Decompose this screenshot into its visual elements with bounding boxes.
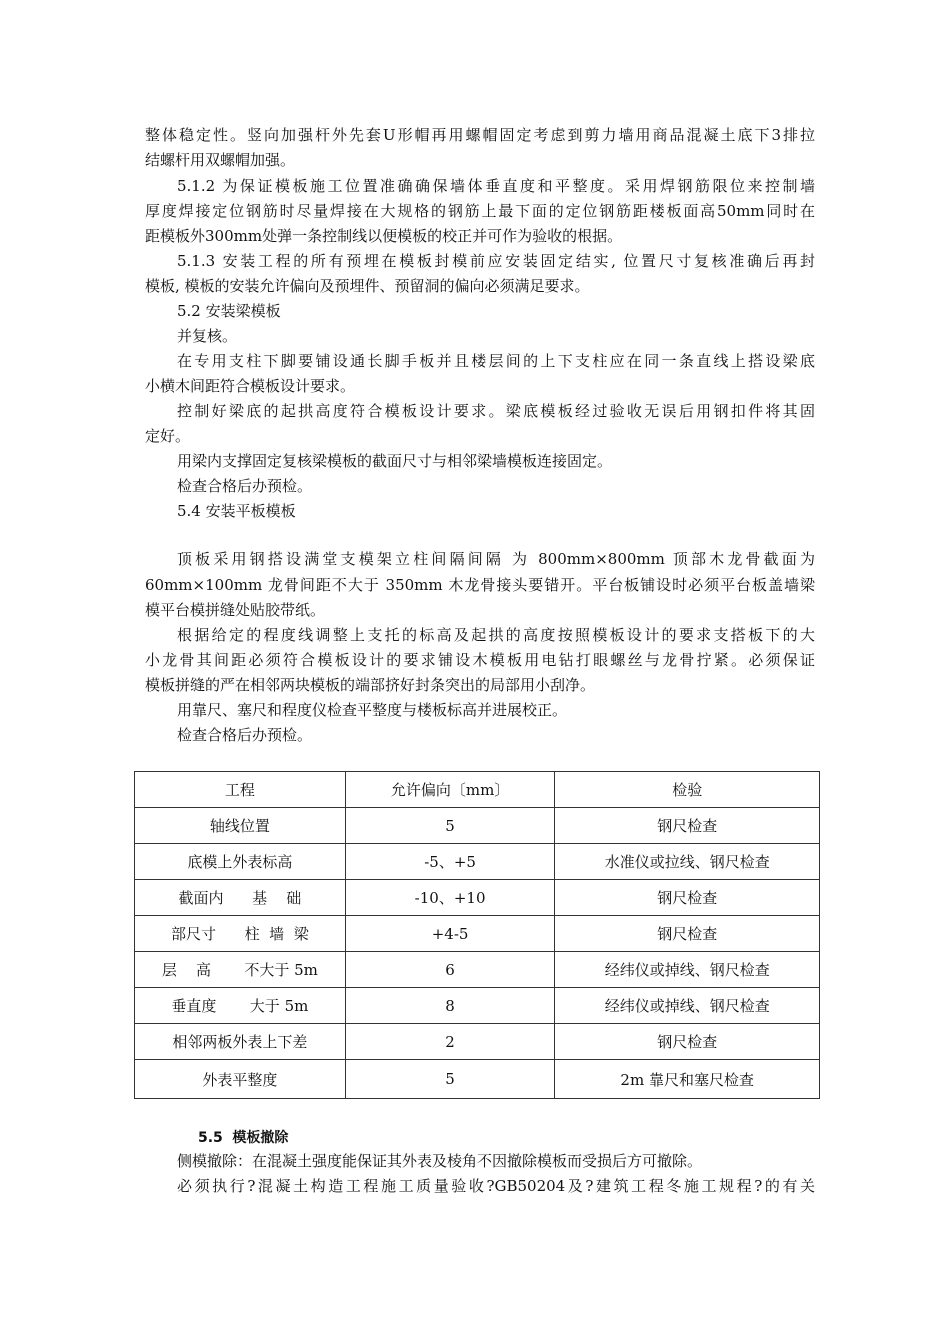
table-cell: 钢尺检查 — [555, 808, 820, 844]
paragraph-line: 根据给定的程度线调整上支托的标高及起拱的高度按照模板设计的要求支搭板下的大 — [177, 626, 815, 644]
paragraph-line: 侧模撤除：在混凝土强度能保证其外表及棱角不因撤除模板而受损后方可撤除。 — [177, 1152, 703, 1170]
paragraph-line: 模板拼缝的严在相邻两块模板的端部挤好封条突出的局部用小刮净。 — [145, 676, 596, 694]
paragraph-line: 并复核。 — [177, 327, 238, 345]
paragraph-line: 定好。 — [145, 427, 191, 445]
table-cell: 8 — [345, 988, 555, 1024]
table-row — [135, 880, 820, 916]
table-cell: 6 — [345, 952, 555, 988]
section-heading: 5.4 安装平板模板 — [177, 502, 296, 520]
paragraph-line: 60mm×100mm 龙骨间距不大于 350mm 木龙骨接头要错开。平台板铺设时必须平台板盖墙梁 — [145, 576, 815, 594]
paragraph-line: 用靠尺、塞尺和程度仪检查平整度与楼板标高并进展校正。 — [177, 701, 568, 719]
paragraph-line: 小龙骨其间距必须符合模板设计的要求铺设木模板用电钻打眼螺丝与龙骨拧紧。必须保证 — [145, 651, 815, 669]
table-cell: 截面内 基 础 — [135, 880, 346, 916]
table-cell: 2 — [345, 1024, 555, 1060]
paragraph-line: 小横木间距符合模板设计要求。 — [145, 377, 356, 395]
paragraph-line: 5.1.2 为保证模板施工位置准确确保墙体垂直度和平整度。采用焊钢筋限位来控制墙 — [177, 177, 815, 195]
paragraph-line: 模平台模拼缝处贴胶带纸。 — [145, 601, 326, 619]
table-cell: 相邻两板外表上下差 — [135, 1024, 346, 1060]
paragraph-line: 厚度焊接定位钢筋时尽量焊接在大规格的钢筋上最下面的定位钢筋距楼板面高50mm同时在 — [145, 202, 815, 220]
section-heading: 5.2 安装梁模板 — [177, 302, 281, 320]
table-row — [135, 916, 820, 952]
table-row — [135, 952, 820, 988]
table-row — [135, 808, 820, 844]
table-header-cell: 允许偏向〔mm〕 — [345, 772, 555, 808]
table-cell: 钢尺检查 — [555, 880, 820, 916]
table-header-cell: 检验 — [555, 772, 820, 808]
table-cell: 经纬仪或掉线、钢尺检查 — [555, 952, 820, 988]
table-row — [135, 844, 820, 880]
tolerance-table — [134, 771, 820, 1099]
paragraph-line: 5.1.3 安装工程的所有预埋在模板封模前应安装固定结实, 位置尺寸复核准确后再封 — [177, 252, 815, 270]
table-header-cell: 工程 — [135, 772, 346, 808]
table-row — [135, 1024, 820, 1060]
table-row — [135, 988, 820, 1024]
table-cell: 钢尺检查 — [555, 916, 820, 952]
table-cell: -5、+5 — [345, 844, 555, 880]
table-cell: 经纬仪或掉线、钢尺检查 — [555, 988, 820, 1024]
table-cell: 钢尺检查 — [555, 1024, 820, 1060]
paragraph-line: 检查合格后办预检。 — [177, 477, 313, 495]
paragraph-line: 距模板外300mm处弹一条控制线以便模板的校正并可作为验收的根据。 — [145, 227, 623, 245]
section-number: 5.5 — [198, 1130, 223, 1146]
table-cell: -10、+10 — [345, 880, 555, 916]
table-cell: +4-5 — [345, 916, 555, 952]
paragraph-line: 用梁内支撑固定复核梁模板的截面尺寸与相邻梁墙模板连接固定。 — [177, 452, 613, 470]
paragraph-line: 在专用支柱下脚要铺设通长脚手板并且楼层间的上下支柱应在同一条直线上搭设梁底 — [177, 352, 815, 370]
paragraph-line: 顶板采用钢搭设满堂支模架立柱间隔间隔 为 800mm×800mm 顶部木龙骨截面为 — [177, 550, 815, 568]
table-cell: 垂直度 大于 5m — [135, 988, 346, 1024]
section-title: 模板撤除 — [232, 1130, 289, 1146]
section-heading — [198, 1125, 868, 1151]
table-cell: 5 — [345, 808, 555, 844]
paragraph-line: 模板, 模板的安装允许偏向及预埋件、预留洞的偏向必须满足要求。 — [145, 277, 590, 295]
table-cell: 部尺寸 柱 墙 梁 — [135, 916, 346, 952]
paragraph-line: 必须执行?混凝土构造工程施工质量验收?GB50204及?建筑工程冬施工规程?的有关 — [177, 1177, 815, 1195]
table-cell: 轴线位置 — [135, 808, 346, 844]
table-cell: 层 高 不大于 5m — [135, 952, 346, 988]
paragraph-line: 检查合格后办预检。 — [177, 726, 313, 744]
paragraph-line: 整体稳定性。竖向加强杆外先套U形帽再用螺帽固定考虑到剪力墙用商品混凝土底下3排拉 — [145, 126, 815, 144]
table-cell: 水准仪或拉线、钢尺检查 — [555, 844, 820, 880]
table-cell: 5 — [345, 1060, 555, 1099]
table-row — [135, 1060, 820, 1099]
table-cell: 外表平整度 — [135, 1060, 346, 1099]
paragraph-line: 控制好梁底的起拱高度符合模板设计要求。梁底模板经过验收无误后用钢扣件将其固 — [177, 402, 815, 420]
table-cell: 底模上外表标高 — [135, 844, 346, 880]
paragraph-line: 结螺杆用双螺帽加强。 — [145, 151, 296, 169]
table-header-row — [135, 772, 820, 808]
table-cell: 2m 靠尺和塞尺检查 — [555, 1060, 820, 1099]
